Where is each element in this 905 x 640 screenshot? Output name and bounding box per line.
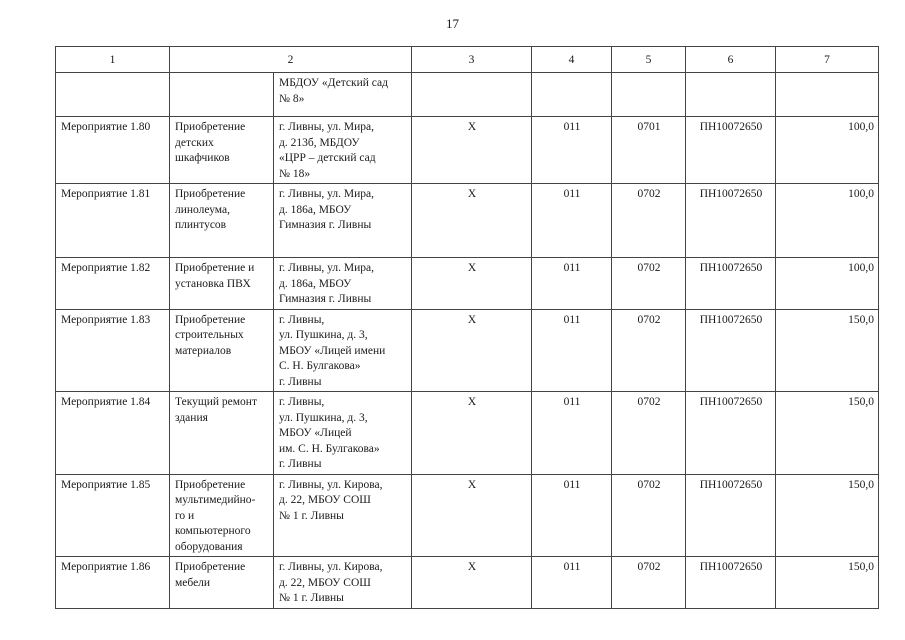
section-cell [612,73,686,117]
code-cell: 011 [532,309,612,392]
target-cell: ПН10072650 [686,258,776,310]
table-row [56,392,879,475]
header-col-2: 2 [170,47,412,73]
section-cell: 0702 [612,184,686,258]
table-row [56,184,879,258]
code-cell: 011 [532,474,612,557]
table-row [56,557,879,609]
amount-cell [776,73,879,117]
event-cell [56,73,170,117]
section-cell: 0701 [612,117,686,184]
marker-cell: Х [412,117,532,184]
header-row [56,47,879,73]
marker-cell: Х [412,258,532,310]
marker-cell: Х [412,474,532,557]
event-cell: Мероприятие 1.85 [56,474,170,557]
address-cell: МБДОУ «Детский сад № 8» [274,73,412,117]
table-body [56,73,879,609]
table-row [56,117,879,184]
header-col-7: 7 [776,47,879,73]
event-cell: Мероприятие 1.86 [56,557,170,609]
table-row [56,474,879,557]
code-cell [532,73,612,117]
description-cell: Приобретение детских шкафчиков [170,117,274,184]
amount-cell: 100,0 [776,117,879,184]
amount-cell: 100,0 [776,184,879,258]
budget-table [55,46,879,609]
address-cell: г. Ливны, ул. Мира, д. 186а, МБОУ Гимназия г. Ливны [274,184,412,258]
page-number: 17 [446,16,459,31]
amount-cell: 150,0 [776,557,879,609]
description-cell: Приобретение и установка ПВХ [170,258,274,310]
description-cell: Приобретение строительных материалов [170,309,274,392]
address-cell: г. Ливны, ул. Мира, д. 186а, МБОУ Гимназия г. Ливны [274,258,412,310]
event-cell: Мероприятие 1.80 [56,117,170,184]
marker-cell: Х [412,557,532,609]
description-cell: Текущий ремонт здания [170,392,274,475]
section-cell: 0702 [612,309,686,392]
target-cell [686,73,776,117]
target-cell: ПН10072650 [686,392,776,475]
code-cell: 011 [532,392,612,475]
header-col-4: 4 [532,47,612,73]
section-cell: 0702 [612,392,686,475]
address-cell: г. Ливны, ул. Кирова, д. 22, МБОУ СОШ № 1 г. Ливны [274,557,412,609]
target-cell: ПН10072650 [686,557,776,609]
event-cell: Мероприятие 1.82 [56,258,170,310]
header-col-5: 5 [612,47,686,73]
marker-cell: Х [412,184,532,258]
target-cell: ПН10072650 [686,117,776,184]
event-cell: Мероприятие 1.81 [56,184,170,258]
description-cell: Приобретение мультимедийно- го и компьютерного оборудования [170,474,274,557]
header-col-3: 3 [412,47,532,73]
address-cell: г. Ливны, ул. Кирова, д. 22, МБОУ СОШ № 1 г. Ливны [274,474,412,557]
description-cell: Приобретение мебели [170,557,274,609]
header-col-6: 6 [686,47,776,73]
address-cell: г. Ливны, ул. Мира, д. 213б, МБДОУ «ЦРР – детский сад № 18» [274,117,412,184]
code-cell: 011 [532,258,612,310]
amount-cell: 150,0 [776,309,879,392]
header-col-1: 1 [56,47,170,73]
section-cell: 0702 [612,557,686,609]
code-cell: 011 [532,184,612,258]
address-cell: г. Ливны, ул. Пушкина, д. 3, МБОУ «Лицей им. С. Н. Булгакова» г. Ливны [274,392,412,475]
table-row [56,309,879,392]
marker-cell: Х [412,392,532,475]
description-cell: Приобретение линолеума, плинтусов [170,184,274,258]
table-row [56,258,879,310]
section-cell: 0702 [612,474,686,557]
description-cell [170,73,274,117]
target-cell: ПН10072650 [686,309,776,392]
address-cell: г. Ливны, ул. Пушкина, д. 3, МБОУ «Лицей имени С. Н. Булгакова» г. Ливны [274,309,412,392]
amount-cell: 150,0 [776,474,879,557]
table-row [56,73,879,117]
code-cell: 011 [532,117,612,184]
code-cell: 011 [532,557,612,609]
event-cell: Мероприятие 1.83 [56,309,170,392]
amount-cell: 150,0 [776,392,879,475]
target-cell: ПН10072650 [686,184,776,258]
marker-cell: Х [412,309,532,392]
marker-cell [412,73,532,117]
target-cell: ПН10072650 [686,474,776,557]
amount-cell: 100,0 [776,258,879,310]
section-cell: 0702 [612,258,686,310]
event-cell: Мероприятие 1.84 [56,392,170,475]
